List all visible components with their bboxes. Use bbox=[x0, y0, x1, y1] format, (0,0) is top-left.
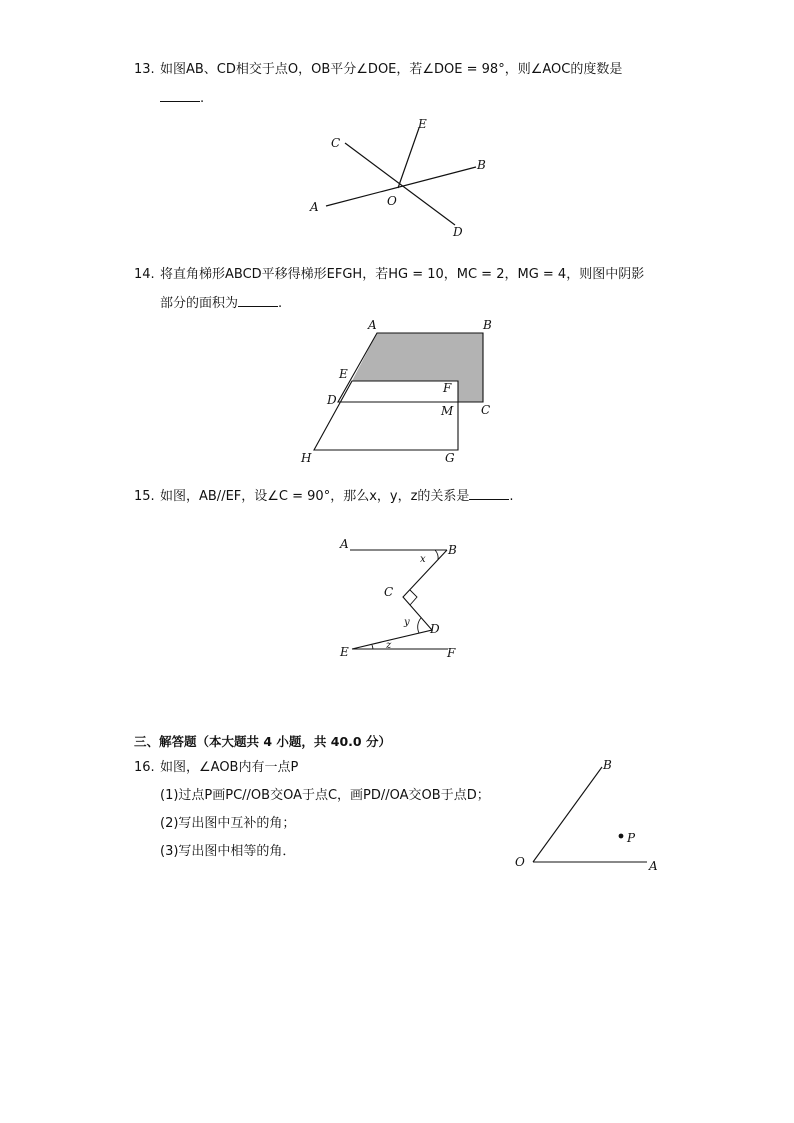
label-f: F bbox=[447, 646, 456, 660]
period: . bbox=[200, 91, 205, 106]
figure-q15 bbox=[330, 532, 470, 667]
label-d: D bbox=[453, 225, 463, 239]
label-b: B bbox=[477, 158, 486, 172]
angle-y-arc bbox=[418, 618, 421, 633]
label-b: B bbox=[483, 318, 492, 332]
question-text: 如图，AB//EF，设∠C = 90°，那么x，y，z的关系是 bbox=[160, 489, 470, 504]
label-p: P bbox=[627, 831, 636, 845]
q16-sub-1: (1)过点P画PC//OB交OA于点C，画PD//OA交OB于点D； bbox=[160, 788, 490, 803]
right-angle-mark bbox=[410, 590, 417, 605]
label-f: F bbox=[443, 381, 452, 395]
question-number: 15. bbox=[134, 489, 155, 504]
label-a: A bbox=[340, 537, 349, 551]
trapezoid-efgh bbox=[314, 381, 458, 450]
label-g: G bbox=[445, 451, 455, 465]
question-16 bbox=[134, 759, 298, 777]
figure-q14 bbox=[295, 312, 505, 467]
angle-z-arc bbox=[372, 645, 373, 649]
label-m: M bbox=[441, 404, 454, 418]
ray-ob bbox=[533, 767, 602, 862]
label-o: O bbox=[515, 855, 525, 869]
answer-blank bbox=[238, 294, 278, 307]
period: . bbox=[509, 489, 514, 504]
label-h: H bbox=[301, 451, 312, 465]
question-text: 如图，∠AOB内有一点P bbox=[160, 760, 299, 775]
figure-q16 bbox=[505, 752, 670, 877]
label-c: C bbox=[331, 136, 341, 150]
label-d: D bbox=[327, 393, 337, 407]
label-b: B bbox=[603, 758, 612, 772]
label-c: C bbox=[481, 403, 491, 417]
question-text: 如图AB、CD相交于点O，OB平分∠DOE，若∠DOE = 98°，则∠AOC的度数是 bbox=[160, 62, 623, 77]
angle-x-arc bbox=[435, 550, 438, 560]
answer-blank bbox=[469, 487, 509, 500]
question-14-cont bbox=[160, 294, 282, 313]
q16-sub-2: (2)写出图中互补的角； bbox=[160, 816, 296, 831]
label-d: D bbox=[430, 622, 440, 636]
question-14 bbox=[134, 266, 644, 284]
label-z: z bbox=[386, 640, 392, 651]
label-o: O bbox=[387, 194, 397, 208]
question-13 bbox=[134, 61, 622, 79]
label-a: A bbox=[368, 318, 377, 332]
question-text-cont: 部分的面积为 bbox=[160, 296, 239, 311]
label-x: x bbox=[420, 554, 426, 565]
period: . bbox=[278, 296, 283, 311]
question-number: 13. bbox=[134, 62, 155, 77]
label-c: C bbox=[384, 585, 394, 599]
answer-line-13 bbox=[160, 89, 204, 108]
label-a: A bbox=[649, 859, 658, 873]
question-text: 将直角梯形ABCD平移得梯形EFGH，若HG = 10，MC = 2，MG = 4，则图中阴影 bbox=[160, 267, 645, 282]
label-b: B bbox=[448, 543, 457, 557]
point-p bbox=[619, 834, 624, 839]
label-e: E bbox=[340, 645, 349, 659]
section-title: 三、解答题（本大题共 4 小题，共 40.0 分） bbox=[134, 734, 391, 749]
label-e: E bbox=[418, 117, 427, 131]
line-ab bbox=[326, 167, 476, 206]
label-a: A bbox=[310, 200, 319, 214]
question-15 bbox=[134, 487, 514, 506]
question-number: 14. bbox=[134, 267, 155, 282]
q16-sub-3: (3)写出图中相等的角． bbox=[160, 844, 296, 859]
label-y: y bbox=[404, 617, 410, 628]
figure-q13 bbox=[300, 110, 500, 245]
label-e: E bbox=[339, 367, 348, 381]
ray-oe bbox=[398, 128, 419, 188]
question-number: 16. bbox=[134, 760, 155, 775]
answer-blank bbox=[160, 89, 200, 102]
